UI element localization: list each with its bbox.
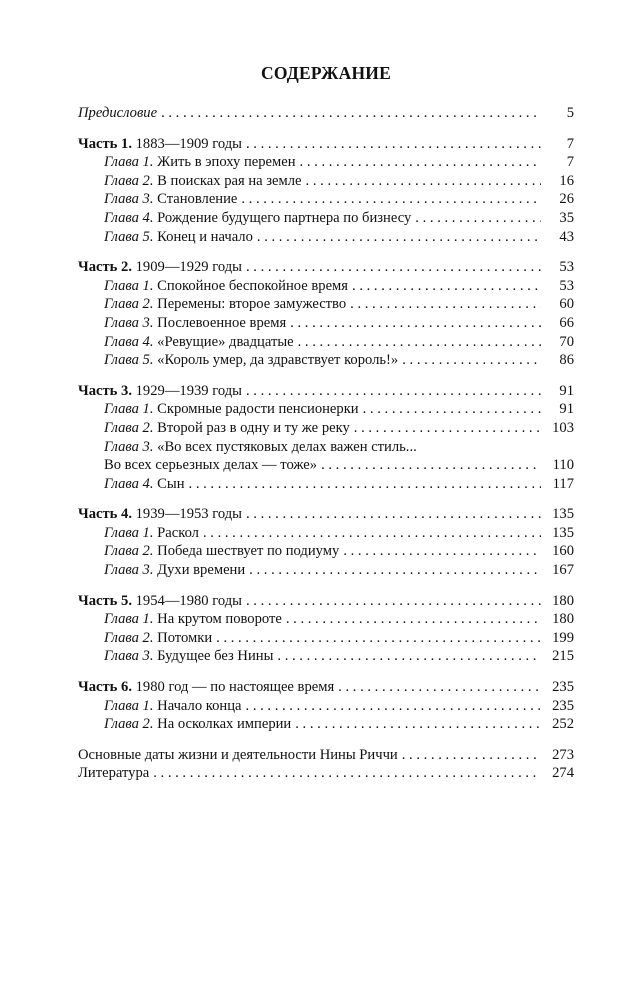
dot-leader	[241, 190, 541, 209]
dot-leader	[257, 228, 541, 247]
toc-entry-part[interactable]	[78, 258, 574, 277]
toc-entry-chapter[interactable]	[78, 172, 574, 191]
toc-entry-part[interactable]	[78, 382, 574, 401]
dot-leader	[277, 647, 541, 666]
chapter-prefix: Глава 4.	[104, 475, 154, 492]
toc-entry-chapter[interactable]	[78, 561, 574, 580]
dot-leader	[153, 764, 541, 783]
part-title: 1929—1939 годы	[135, 382, 242, 399]
chapter-prefix: Глава 4.	[104, 209, 154, 226]
toc-entry-chapter[interactable]	[78, 542, 574, 561]
chapter-prefix: Глава 2.	[104, 172, 154, 189]
dot-leader	[402, 746, 541, 765]
toc-entry-chapter[interactable]	[78, 647, 574, 666]
chapter-prefix: Глава 3.	[104, 562, 154, 579]
chapter-title: «Ревущие» двадцатые	[157, 333, 294, 350]
table-of-contents	[78, 104, 574, 783]
dot-leader	[298, 333, 541, 352]
page-number: 60	[559, 296, 574, 313]
chapter-title: Конец и начало	[157, 228, 253, 245]
page-number: 135	[552, 506, 574, 523]
dot-leader	[290, 314, 541, 333]
page-number: 26	[559, 191, 574, 208]
dot-leader	[338, 678, 541, 697]
page-title: СОДЕРЖАНИЕ	[260, 63, 391, 83]
dot-leader	[363, 400, 541, 419]
preface-label: Предисловие	[78, 105, 158, 121]
chapter-title: Начало конца	[157, 697, 242, 714]
chapter-prefix: Глава 1.	[104, 697, 154, 714]
page-number: 180	[552, 611, 574, 628]
toc-entry-part[interactable]	[78, 592, 574, 611]
dot-leader	[216, 629, 541, 648]
chapter-title: Послевоенное время	[157, 314, 287, 331]
dot-leader	[321, 456, 541, 475]
page-number: 252	[552, 716, 574, 733]
dot-leader	[246, 135, 541, 154]
chapter-prefix: Глава 1.	[104, 524, 154, 541]
toc-entry-chapter[interactable]	[78, 295, 574, 314]
page-number: 53	[559, 259, 574, 276]
part-prefix: Часть 2.	[78, 259, 132, 276]
page-number: 91	[559, 382, 574, 399]
page-number: 199	[552, 629, 574, 646]
toc-entry-chapter[interactable]	[78, 475, 574, 494]
chapter-title: Будущее без Нины	[157, 648, 274, 665]
toc-entry-chapter[interactable]	[78, 277, 574, 296]
dot-leader	[161, 104, 541, 123]
chapter-title-continuation: Во всех серьезных делах — тоже»	[104, 457, 318, 474]
part-title: 1954—1980 годы	[135, 592, 242, 609]
dot-leader	[295, 715, 541, 734]
toc-entry-chapter[interactable]	[78, 351, 574, 370]
chapter-title: Жить в эпоху перемен	[157, 154, 296, 171]
chapter-title: На осколках империи	[157, 716, 292, 733]
dot-leader	[246, 505, 541, 524]
toc-entry-chapter[interactable]	[78, 400, 574, 419]
page-number: 7	[566, 154, 574, 171]
page-number: 235	[552, 679, 574, 696]
chapter-prefix: Глава 2.	[104, 543, 154, 560]
dot-leader	[354, 419, 541, 438]
toc-entry-chapter-continuation[interactable]	[78, 456, 574, 475]
part-title: 1980 год — по настоящее время	[135, 679, 335, 696]
appendix-label: Основные даты жизни и деятельности Нины Риччи	[78, 746, 398, 763]
page-number: 274	[552, 765, 574, 782]
part-prefix: Часть 3.	[78, 382, 132, 399]
part-title: 1883—1909 годы	[135, 135, 242, 152]
toc-entry-chapter[interactable]	[78, 419, 574, 438]
toc-entry-part[interactable]	[78, 135, 574, 154]
dot-leader	[246, 697, 541, 716]
page-number: 160	[552, 543, 574, 560]
chapter-title: Перемены: второе замужество	[157, 296, 347, 313]
chapter-title: Скромные радости пенсионерки	[157, 401, 359, 418]
part-prefix: Часть 6.	[78, 679, 132, 696]
chapter-prefix: Глава 2.	[104, 716, 154, 733]
chapter-prefix: Глава 3.	[104, 648, 154, 665]
page-number: 167	[552, 562, 574, 579]
dot-leader	[189, 475, 541, 494]
dot-leader	[246, 382, 541, 401]
chapter-prefix: Глава 1.	[104, 401, 154, 418]
chapter-title: Победа шествует по подиуму	[157, 543, 340, 560]
toc-entry-chapter[interactable]	[78, 524, 574, 543]
dot-leader	[286, 610, 541, 629]
chapter-prefix: Глава 1.	[104, 611, 154, 628]
part-title: 1909—1929 годы	[135, 259, 242, 276]
dot-leader	[415, 209, 541, 228]
chapter-prefix: Глава 3.	[104, 314, 154, 331]
dot-leader	[203, 524, 541, 543]
chapter-title: «Король умер, да здравствует король!»	[157, 352, 399, 369]
page-number: 235	[552, 697, 574, 714]
page-number: 70	[559, 333, 574, 350]
dot-leader	[350, 295, 541, 314]
toc-entry-chapter[interactable]	[78, 333, 574, 352]
appendix-label: Литература	[78, 765, 150, 782]
chapter-prefix: Глава 1.	[104, 277, 154, 294]
chapter-title: Раскол	[157, 524, 199, 541]
page-number: 86	[559, 352, 574, 369]
part-prefix: Часть 4.	[78, 506, 132, 523]
chapter-title: Духи времени	[157, 562, 246, 579]
chapter-title: В поисках рая на земле	[157, 172, 302, 189]
chapter-prefix: Глава 2.	[104, 419, 154, 436]
chapter-prefix: Глава 1.	[104, 154, 154, 171]
toc-entry-chapter[interactable]	[78, 438, 574, 457]
page-number: 135	[552, 524, 574, 541]
chapter-title: Второй раз в одну и ту же реку	[157, 419, 350, 436]
chapter-prefix: Глава 5.	[104, 352, 154, 369]
page-number: 103	[552, 419, 574, 436]
toc-entry-chapter[interactable]	[78, 715, 574, 734]
part-title: 1939—1953 годы	[135, 506, 242, 523]
page-number: 215	[552, 648, 574, 665]
chapter-title: «Во всех пустяковых делах важен стиль...	[157, 438, 417, 455]
toc-entry-chapter[interactable]	[78, 153, 574, 172]
dot-leader	[352, 277, 541, 296]
page-number: 43	[559, 228, 574, 245]
dot-leader	[300, 153, 541, 172]
toc-entry-appendix[interactable]	[78, 746, 574, 765]
page-number: 66	[559, 314, 574, 331]
toc-entry-chapter[interactable]	[78, 697, 574, 716]
dot-leader	[402, 351, 541, 370]
toc-entry-chapter[interactable]	[78, 610, 574, 629]
toc-entry-chapter[interactable]	[78, 629, 574, 648]
page-number: 273	[552, 746, 574, 763]
dot-leader	[249, 561, 541, 580]
part-prefix: Часть 5.	[78, 592, 132, 609]
dot-leader	[246, 592, 541, 611]
toc-entry-chapter[interactable]	[78, 314, 574, 333]
toc-entry-chapter[interactable]	[78, 209, 574, 228]
dot-leader	[306, 172, 541, 191]
page-number: 16	[559, 172, 574, 189]
toc-entry-part[interactable]	[78, 678, 574, 697]
page-number: 5	[566, 105, 574, 121]
chapter-prefix: Глава 2.	[104, 629, 154, 646]
page-number: 35	[559, 209, 574, 226]
dot-leader	[343, 542, 541, 561]
toc-entry-chapter[interactable]	[78, 228, 574, 247]
page-number: 110	[552, 457, 574, 474]
toc-entry-appendix[interactable]	[78, 764, 574, 783]
chapter-prefix: Глава 5.	[104, 228, 154, 245]
toc-entry-part[interactable]	[78, 505, 574, 524]
page-number: 180	[552, 592, 574, 609]
page-number: 7	[566, 135, 574, 152]
page-number: 91	[559, 401, 574, 418]
toc-entry-chapter[interactable]	[78, 190, 574, 209]
chapter-prefix: Глава 4.	[104, 333, 154, 350]
chapter-prefix: Глава 2.	[104, 296, 154, 313]
chapter-title: Спокойное беспокойное время	[157, 277, 349, 294]
chapter-title: Рождение будущего партнера по бизнесу	[157, 209, 412, 226]
part-prefix: Часть 1.	[78, 135, 132, 152]
chapter-prefix: Глава 3.	[104, 438, 154, 455]
toc-entry-preface[interactable]	[78, 104, 574, 123]
chapter-prefix: Глава 3.	[104, 191, 154, 208]
dot-leader	[246, 258, 541, 277]
chapter-title: Сын	[157, 475, 185, 492]
page-number: 53	[559, 277, 574, 294]
page-number: 117	[552, 475, 574, 492]
chapter-title: Потомки	[157, 629, 213, 646]
chapter-title: Становление	[157, 191, 238, 208]
chapter-title: На крутом повороте	[157, 611, 282, 628]
